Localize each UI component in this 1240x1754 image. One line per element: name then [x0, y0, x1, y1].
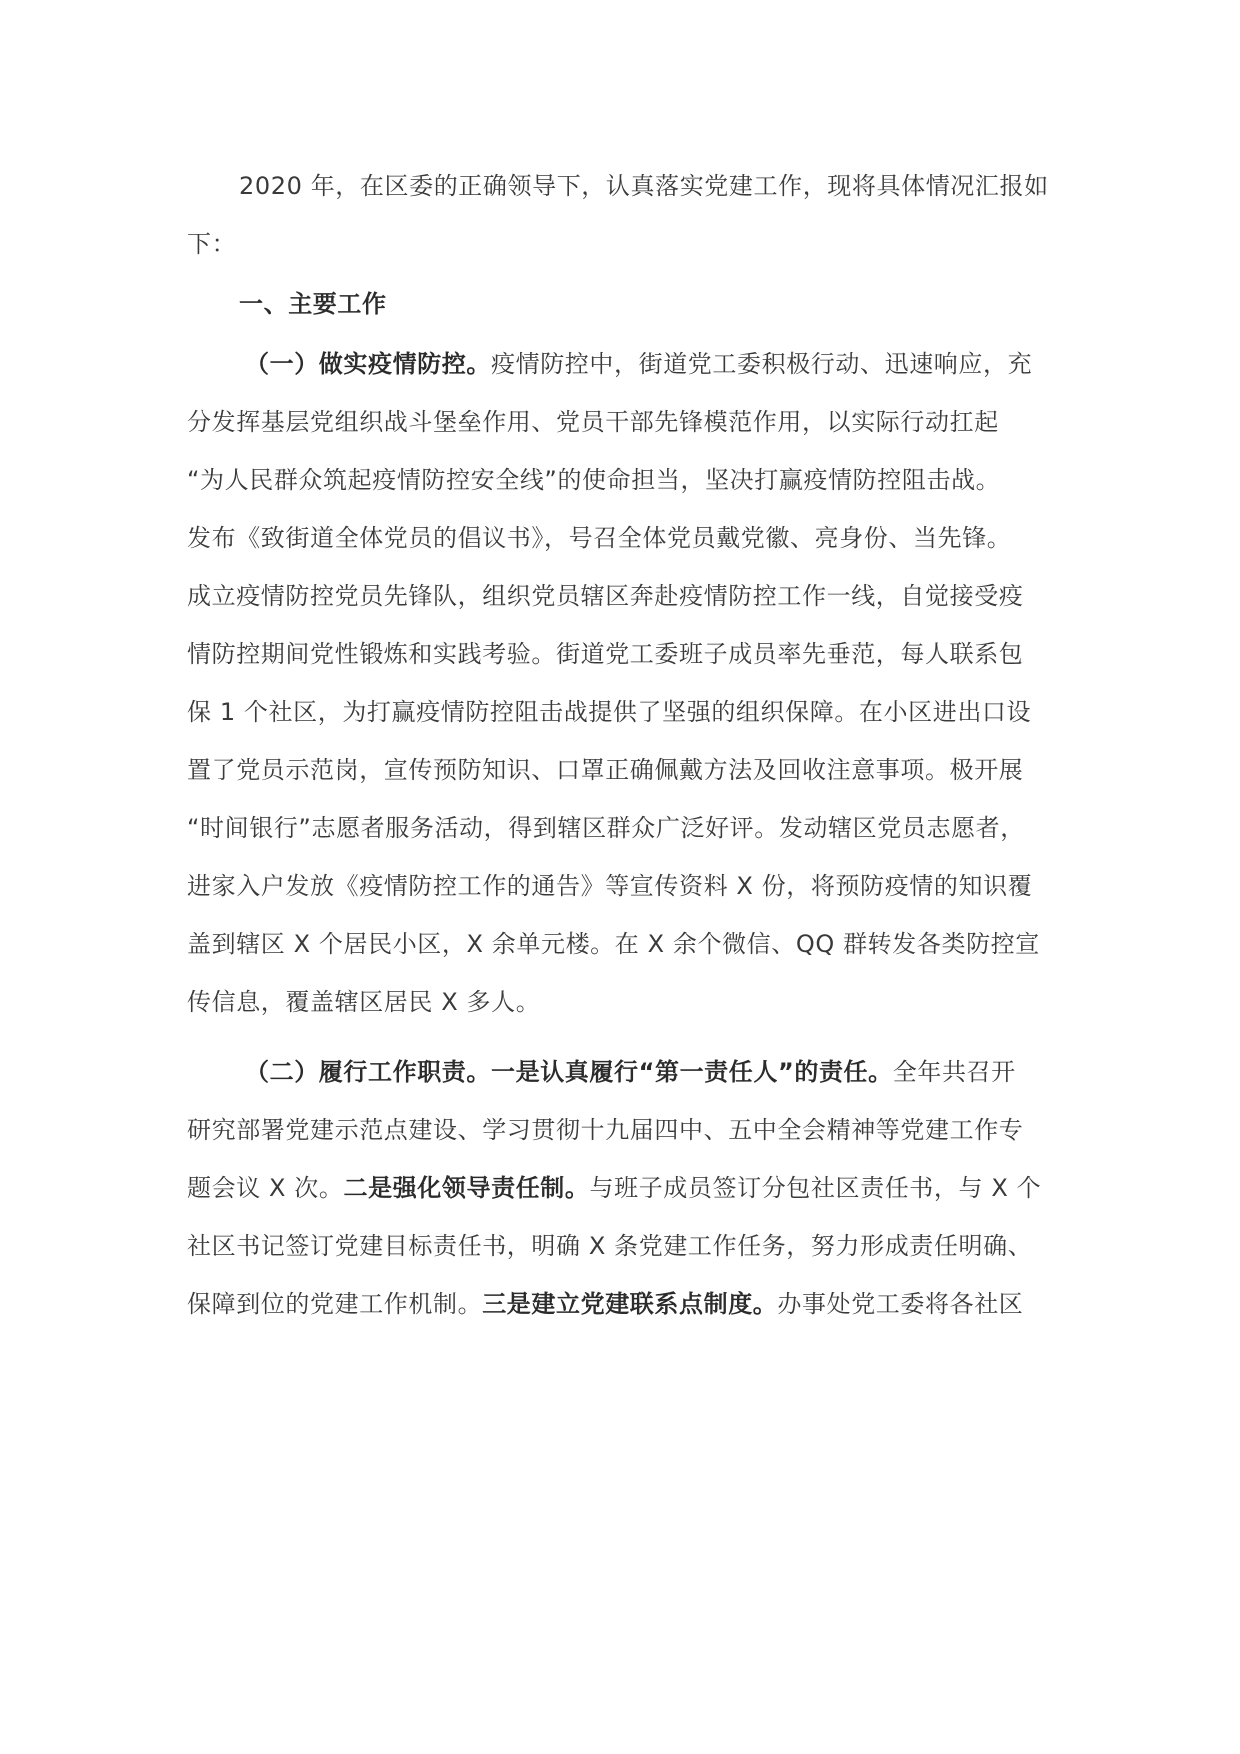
para2-item2-heading: 二是强化领导责任制。 [343, 1174, 590, 1202]
section-heading: 一、主要工作 [239, 290, 387, 318]
intro-line-2: 下： [187, 230, 237, 258]
para1-label: （一）做实疫情防控。 [245, 350, 491, 378]
para1-line: 分发挥基层党组织战斗堡垒作用、党员干部先锋模范作用，以实际行动扛起 [187, 408, 999, 436]
para2-line-4: 社区书记签订党建目标责任书，明确 X 条党建工作任务，努力形成责任明确、 [187, 1232, 1033, 1260]
para2-item2-text: 与班子成员签订分包社区责任书，与 X 个 [589, 1174, 1042, 1202]
para1-line: 成立疫情防控党员先锋队，组织党员辖区奔赴疫情防控工作一线，自觉接受疫 [187, 582, 1024, 610]
para1-line-1-text: 疫情防控中，街道党工委积极行动、迅速响应，充 [491, 350, 1033, 378]
para2-item3-text: 办事处党工委将各社区 [777, 1290, 1024, 1318]
para1-line: 发布《致街道全体党员的倡议书》，号召全体党员戴党徽、亮身份、当先锋。 [187, 524, 1012, 552]
para1-line: 传信息，覆盖辖区居民 X 多人。 [187, 988, 541, 1016]
para1-line: 置了党员示范岗，宣传预防知识、口罩正确佩戴方法及回收注意事项。极开展 [187, 756, 1024, 784]
para1-line: 情防控期间党性锻炼和实践考验。街道党工委班子成员率先垂范，每人联系包 [187, 640, 1024, 668]
para2-line-5-text: 保障到位的党建工作机制。 [187, 1290, 483, 1318]
para2-line-2: 研究部署党建示范点建设、学习贯彻十九届四中、五中全会精神等党建工作专 [187, 1116, 1024, 1144]
para2-item1-heading: 一是认真履行“第一责任人”的责任。 [491, 1058, 893, 1086]
para1-line: “时间银行”志愿者服务活动，得到辖区群众广泛好评。发动辖区党员志愿者， [187, 814, 1025, 842]
para2-line-3 [187, 1168, 1041, 1208]
para1-line: 进家入户发放《疫情防控工作的通告》等宣传资料 X 份，将预防疫情的知识覆 [187, 872, 1033, 900]
para1-line-1 [245, 344, 1032, 384]
para2-item1-text: 全年共召开 [892, 1058, 1016, 1086]
para1-line: 盖到辖区 X 个居民小区，X 余单元楼。在 X 余个微信、QQ 群转发各类防控宣 [187, 930, 1040, 958]
para1-line: “为人民群众筑起疫情防控安全线”的使命担当，坚决打赢疫情防控阻击战。 [187, 466, 1001, 494]
intro-line-1: 2020 年，在区委的正确领导下，认真落实党建工作，现将具体情况汇报如 [239, 172, 1049, 200]
para2-label: （二）履行工作职责。 [245, 1058, 491, 1086]
para1-line: 保 1 个社区，为打赢疫情防控阻击战提供了坚强的组织保障。在小区进出口设 [187, 698, 1032, 726]
para2-line-5 [187, 1284, 1023, 1324]
para2-line-3-text: 题会议 X 次。 [187, 1174, 344, 1202]
para2-item3-heading: 三是建立党建联系点制度。 [482, 1290, 778, 1318]
para2-line-1 [245, 1052, 1016, 1092]
